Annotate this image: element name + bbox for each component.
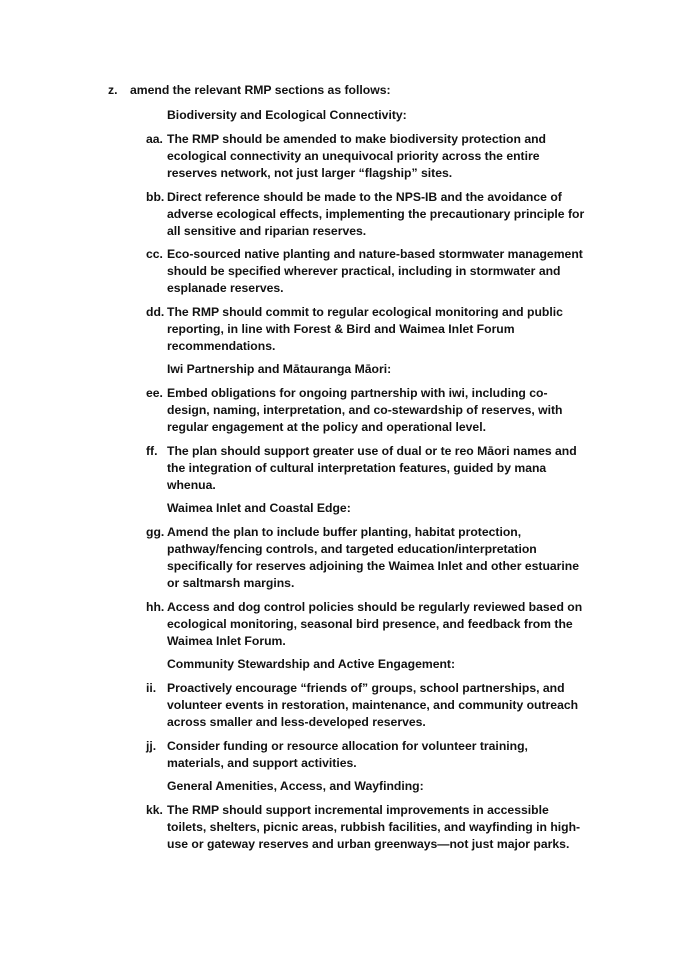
item-label: aa. xyxy=(146,132,163,146)
list-item-ff xyxy=(146,443,616,494)
item-line: use or gateway reserves and urban greenways—not just major parks. xyxy=(167,837,570,851)
item-line: toilets, shelters, picnic areas, rubbish facilities, and wayfinding in high- xyxy=(167,820,581,834)
item-line: recommendations. xyxy=(167,339,276,353)
list-item-cc xyxy=(146,246,616,297)
item-line: materials, and support activities. xyxy=(167,756,357,770)
item-label: ee. xyxy=(146,386,163,400)
item-line: pathway/fencing controls, and targeted education/interpretation xyxy=(167,542,537,556)
item-line: reserves network, not just larger “flagship” sites. xyxy=(167,166,453,180)
item-label: bb. xyxy=(146,190,165,204)
item-line: Proactively encourage “friends of” groups, school partnerships, and xyxy=(167,681,565,695)
item-line: Direct reference should be made to the NPS-IB and the avoidance of xyxy=(167,190,562,204)
list-item-jj xyxy=(146,738,616,772)
list-item-gg xyxy=(146,524,616,592)
section-heading-biodiversity: Biodiversity and Ecological Connectivity: xyxy=(167,108,407,122)
list-item-aa xyxy=(146,131,616,182)
list-item-z xyxy=(108,82,391,99)
item-line: ecological monitoring, seasonal bird presence, and feedback from the xyxy=(167,617,573,631)
list-item-ii xyxy=(146,680,616,731)
item-line: specifically for reserves adjoining the Waimea Inlet and other estuarine xyxy=(167,559,580,573)
item-label: ii. xyxy=(146,681,157,695)
item-line: Amend the plan to include buffer planting, habitat protection, xyxy=(167,525,522,539)
item-line: all sensitive and riparian reserves. xyxy=(167,224,367,238)
item-label: hh. xyxy=(146,600,165,614)
item-label: gg. xyxy=(146,525,165,539)
item-line: whenua. xyxy=(167,478,216,492)
item-line: adverse ecological effects, implementing the precautionary principle for xyxy=(167,207,585,221)
item-line: The RMP should support incremental improvements in accessible xyxy=(167,803,549,817)
section-heading-community: Community Stewardship and Active Engagement: xyxy=(167,657,456,671)
item-text: amend the relevant RMP sections as follows: xyxy=(130,83,391,97)
item-line: Embed obligations for ongoing partnership with iwi, including co- xyxy=(167,386,548,400)
item-label: jj. xyxy=(146,739,157,753)
list-item-dd xyxy=(146,304,616,355)
item-label: z. xyxy=(108,83,118,97)
item-line: Eco-sourced native planting and nature-based stormwater management xyxy=(167,247,583,261)
item-label: cc. xyxy=(146,247,163,261)
section-heading-amenities: General Amenities, Access, and Wayfinding: xyxy=(167,779,424,793)
item-line: Consider funding or resource allocation for volunteer training, xyxy=(167,739,528,753)
item-label: ff. xyxy=(146,444,158,458)
section-heading-iwi: Iwi Partnership and Mātauranga Māori: xyxy=(167,362,392,376)
section-heading-waimea: Waimea Inlet and Coastal Edge: xyxy=(167,501,351,515)
item-line: or saltmarsh margins. xyxy=(167,576,295,590)
item-line: ecological connectivity an unequivocal priority across the entire xyxy=(167,149,540,163)
item-label: dd. xyxy=(146,305,165,319)
item-line: reporting, in line with Forest & Bird and Waimea Inlet Forum xyxy=(167,322,515,336)
item-line: the integration of cultural interpretation features, guided by mana xyxy=(167,461,547,475)
item-line: The RMP should commit to regular ecological monitoring and public xyxy=(167,305,563,319)
item-line: regular engagement at the policy and operational level. xyxy=(167,420,486,434)
item-line: volunteer events in restoration, maintenance, and community outreach xyxy=(167,698,579,712)
list-item-hh xyxy=(146,599,616,650)
item-line: across smaller and less-developed reserves. xyxy=(167,715,426,729)
item-label: kk. xyxy=(146,803,163,817)
item-line: should be specified wherever practical, including in stormwater and xyxy=(167,264,561,278)
item-line: Waimea Inlet Forum. xyxy=(167,634,286,648)
list-item-bb xyxy=(146,189,616,240)
item-line: esplanade reserves. xyxy=(167,281,284,295)
item-line: The RMP should be amended to make biodiversity protection and xyxy=(167,132,547,146)
item-line: design, naming, interpretation, and co-stewardship of reserves, with xyxy=(167,403,563,417)
list-item-kk xyxy=(146,802,616,853)
list-item-ee xyxy=(146,385,616,436)
item-line: Access and dog control policies should be regularly reviewed based on xyxy=(167,600,583,614)
item-line: The plan should support greater use of dual or te reo Māori names and xyxy=(167,444,577,458)
